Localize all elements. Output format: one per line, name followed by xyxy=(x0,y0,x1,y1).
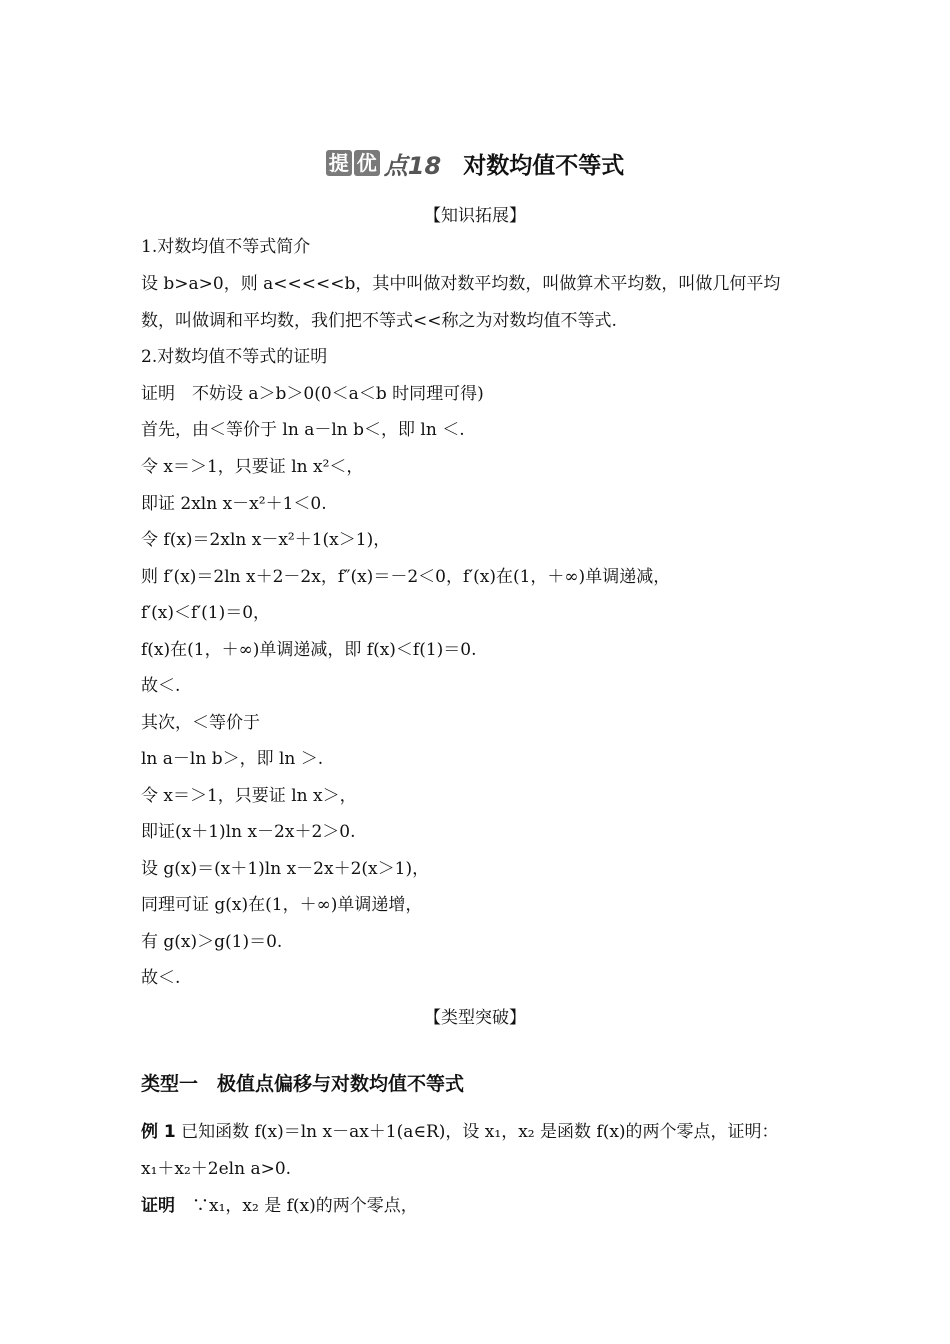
text-line: 数，叫做调和平均数，我们把不等式<<称之为对数均值不等式. xyxy=(141,311,617,331)
text-line: 2.对数均值不等式的证明 xyxy=(141,347,328,367)
proof-label: 证明 xyxy=(141,1196,175,1216)
proof-text: ∵x₁，x₂ 是 f(x)的两个零点， xyxy=(175,1196,418,1216)
text-line: 则 f′(x)＝2ln x＋2－2x，f″(x)＝－2＜0，f′(x)在(1，＋∞)单调递减， xyxy=(141,567,671,587)
example-label: 例 1 xyxy=(141,1122,176,1142)
text-line: 同理可证 g(x)在(1，＋∞)单调递增， xyxy=(141,895,423,915)
text-line: 故＜. xyxy=(141,676,181,696)
text-line: 其次，＜等价于 xyxy=(141,713,260,733)
type-heading: 【类型突破】 xyxy=(424,1008,526,1028)
text-line: 令 x＝＞1，只要证 ln x＞， xyxy=(141,786,357,806)
knowledge-heading: 【知识拓展】 xyxy=(424,206,526,226)
text-line: 故＜. xyxy=(141,968,181,988)
badge-number: 点18 xyxy=(383,151,442,180)
example-line-2: x₁＋x₂＋2eln a>0. xyxy=(141,1159,292,1179)
text-line: 令 f(x)＝2xln x－x²＋1(x＞1)， xyxy=(141,530,391,550)
text-line: 令 x＝＞1，只要证 ln x²＜， xyxy=(141,457,364,477)
example-text-1: 已知函数 f(x)＝ln x－ax＋1(a∈R)，设 x₁，x₂ 是函数 f(x)的两个零点，证明： xyxy=(175,1122,779,1142)
text-line: 1.对数均值不等式简介 xyxy=(141,237,311,257)
topic-badge xyxy=(326,146,441,181)
badge-box-1: 提 xyxy=(326,150,352,176)
text-line: 即证 2xln x－x²＋1＜0. xyxy=(141,494,327,514)
text-line: 首先，由＜等价于 ln a－ln b＜，即 ln ＜. xyxy=(141,420,465,440)
text-line: 即证(x＋1)ln x－2x＋2＞0. xyxy=(141,822,356,842)
text-line: 设 b>a>0，则 a<<<<<b，其中叫做对数平均数，叫做算术平均数，叫做几何平均 xyxy=(141,274,781,294)
text-line: f′(x)＜f′(1)＝0， xyxy=(141,603,271,623)
example-line-1 xyxy=(141,1120,821,1144)
text-line: 设 g(x)＝(x＋1)ln x－2x＋2(x＞1)， xyxy=(141,859,430,879)
text-line: 证明 不妨设 a＞b＞0(0＜a＜b 时同理可得) xyxy=(141,384,484,404)
text-line: 有 g(x)＞g(1)＝0. xyxy=(141,932,283,952)
badge-box-2: 优 xyxy=(354,150,380,176)
title-row xyxy=(0,143,950,183)
text-line: ln a－ln b＞，即 ln ＞. xyxy=(141,749,324,769)
section-title: 类型一 极值点偏移与对数均值不等式 xyxy=(141,1073,465,1095)
proof-line xyxy=(141,1194,821,1218)
page-title: 对数均值不等式 xyxy=(463,152,625,179)
text-line: f(x)在(1，＋∞)单调递减，即 f(x)＜f(1)＝0. xyxy=(141,640,477,660)
